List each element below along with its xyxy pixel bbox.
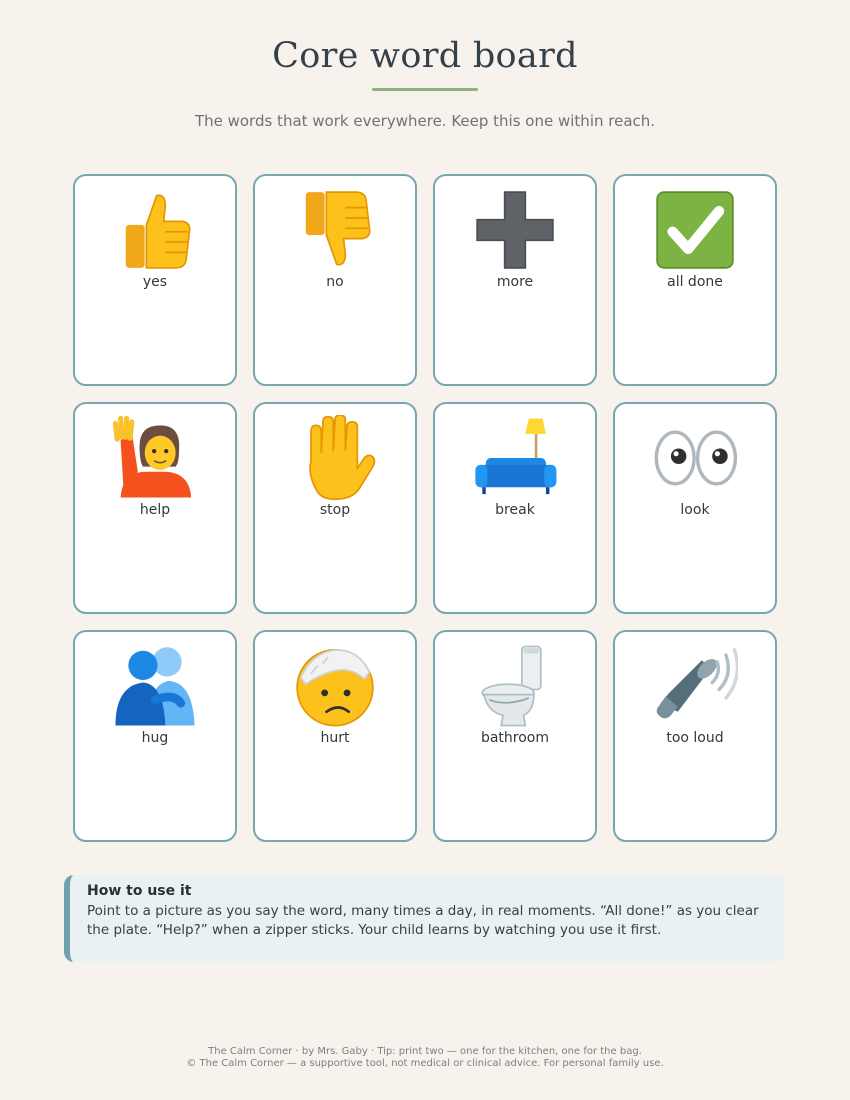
toilet-icon — [472, 643, 558, 729]
thumbs-down-icon — [292, 187, 378, 273]
word-card-look[interactable] — [613, 402, 777, 614]
loudspeaker-icon — [652, 643, 738, 729]
eyes-icon — [652, 415, 738, 501]
word-card-break[interactable] — [433, 402, 597, 614]
word-label: more — [496, 274, 534, 290]
word-card-all-done[interactable] — [613, 174, 777, 386]
word-label: hurt — [320, 730, 350, 746]
couch-and-lamp-icon — [472, 415, 558, 501]
word-label: break — [495, 502, 535, 518]
word-label: help — [139, 502, 171, 518]
bandaged-face-icon — [292, 643, 378, 729]
word-card-grid — [73, 174, 778, 842]
page-title: Core word board — [272, 36, 578, 76]
word-card-stop[interactable] — [253, 402, 417, 614]
word-card-yes[interactable] — [73, 174, 237, 386]
word-label: too loud — [666, 730, 724, 746]
word-label: yes — [142, 274, 168, 290]
title-underline — [372, 88, 478, 91]
word-card-more[interactable] — [433, 174, 597, 386]
plus-icon — [472, 187, 558, 273]
how-to-use-callout — [64, 875, 785, 962]
word-label: all done — [667, 274, 723, 290]
callout-heading: How to use it — [87, 883, 192, 899]
word-card-bathroom[interactable] — [433, 630, 597, 842]
people-hugging-icon — [112, 643, 198, 729]
word-card-no[interactable] — [253, 174, 417, 386]
check-box-icon — [652, 187, 738, 273]
thumbs-up-icon — [112, 187, 198, 273]
word-label: no — [326, 274, 344, 290]
word-card-hurt[interactable] — [253, 630, 417, 842]
callout-body: Point to a picture as you say the word, many times a day, in real moments. “All done!” as you clear the plate. “Help?” when a zipper sticks. Your child learns by watching you use it first. — [87, 903, 759, 938]
word-label: look — [680, 502, 710, 518]
word-label: bathroom — [480, 730, 550, 746]
word-card-hug[interactable] — [73, 630, 237, 842]
word-card-help[interactable] — [73, 402, 237, 614]
footer-line-disclaimer: © The Calm Corner — a supportive tool, not medical or clinical advice. For personal family use. — [186, 1058, 664, 1069]
word-label: hug — [141, 730, 169, 746]
page-footer — [0, 1046, 850, 1070]
page-subtitle: The words that work everywhere. Keep this one within reach. — [194, 112, 656, 130]
footer-line-credit: The Calm Corner · by Mrs. Gaby · Tip: print two — one for the kitchen, one for the bag. — [208, 1046, 642, 1057]
raised-hand-person-icon — [112, 415, 198, 501]
raised-hand-icon — [292, 415, 378, 501]
word-card-too-loud[interactable] — [613, 630, 777, 842]
word-label: stop — [319, 502, 351, 518]
